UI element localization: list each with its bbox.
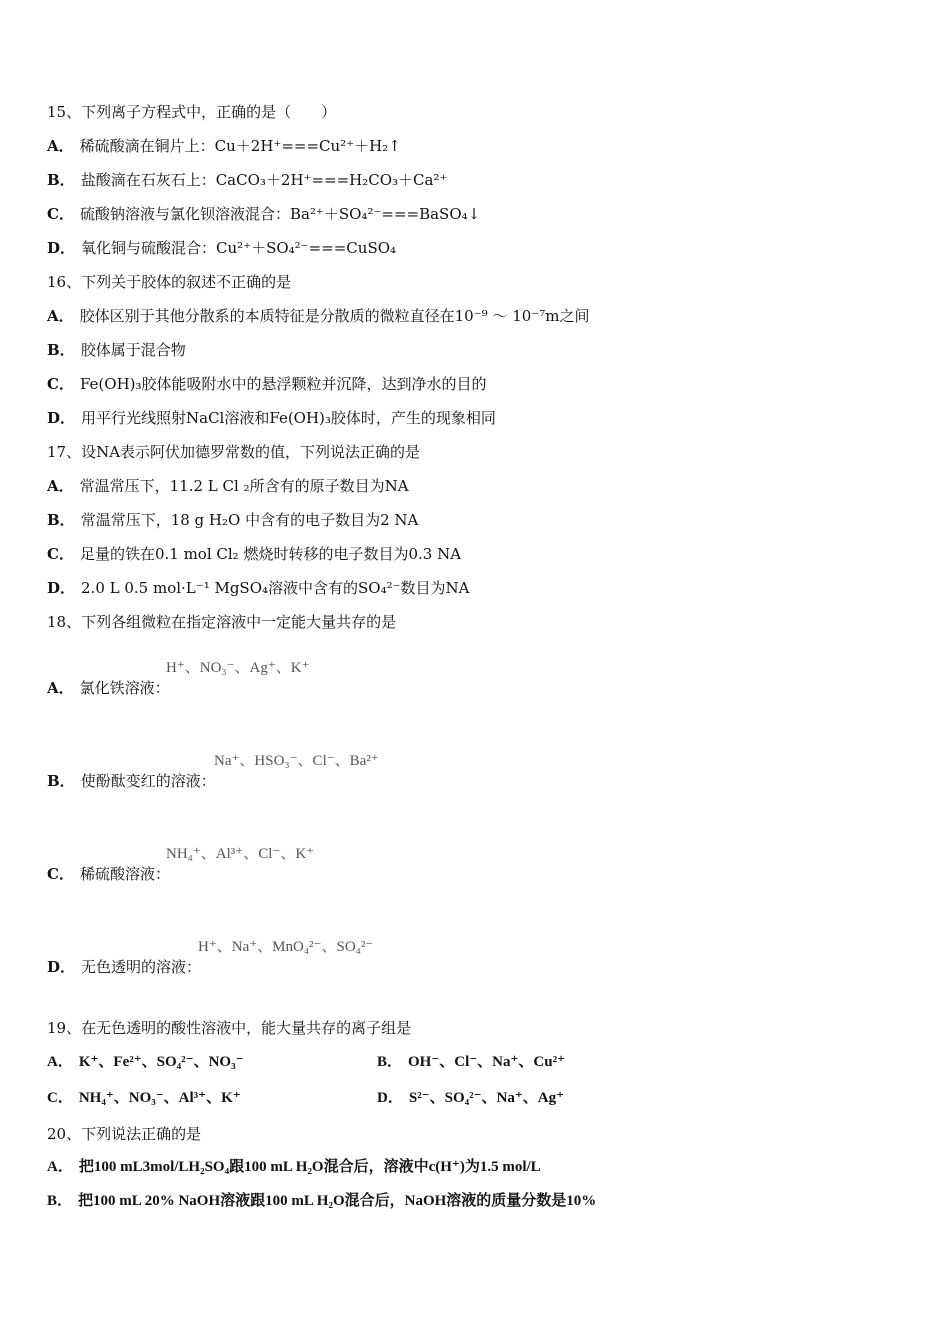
option-text: S²⁻、SO₄²⁻、Na⁺、Ag⁺ [408, 1090, 565, 1106]
q20-option-b [47, 1191, 596, 1211]
option-label: A． [47, 477, 74, 495]
q15-stem: 15、下列离子方程式中，正确的是（ ） [47, 103, 337, 121]
option-label: D． [47, 409, 76, 427]
q18-option-d [47, 957, 201, 977]
q17-stem: 17、设NA表示阿伏加德罗常数的值，下列说法正确的是 [47, 443, 421, 461]
option-label: A． [47, 1054, 73, 1070]
q15-option-a [47, 136, 401, 156]
option-text: 常温常压下，18 g H₂O 中含有的电子数目为2 NA [80, 511, 419, 529]
q19-option-b [377, 1052, 565, 1072]
option-label: C． [47, 1090, 73, 1106]
option-text: 把100 mL3mol/LH₂SO₄跟100 mL H₂O混合后，溶液中c(H⁺)为1.5 mol/L [78, 1159, 541, 1175]
q16-option-c [47, 374, 487, 394]
option-text: 使酚酞变红的溶液： [80, 772, 216, 790]
q15-option-d [47, 238, 396, 258]
option-label: C． [47, 205, 74, 223]
option-text: 稀硫酸滴在铜片上：Cu＋2H⁺===Cu²⁺＋H₂↑ [79, 137, 401, 155]
option-text: 硫酸钠溶液与氯化钡溶液混合：Ba²⁺＋SO₄²⁻===BaSO₄↓ [79, 205, 481, 223]
q16-stem: 16、下列关于胶体的叙述不正确的是 [47, 273, 292, 291]
q15-option-c [47, 204, 480, 224]
option-label: C． [47, 375, 74, 393]
q17-option-a [47, 476, 409, 496]
option-text: 无色透明的溶液： [81, 958, 202, 976]
q18-stem: 18、下列各组微粒在指定溶液中一定能大量共存的是 [47, 613, 397, 631]
option-label: A． [47, 137, 74, 155]
q18-c-ions-image: NH₄⁺、Al³⁺、Cl⁻、K⁺ [166, 846, 315, 862]
option-text: 氯化铁溶液： [79, 679, 170, 697]
option-text: 稀硫酸溶液： [79, 865, 170, 883]
q16-option-b [47, 340, 186, 360]
option-label: D． [47, 958, 76, 976]
option-label: A． [47, 307, 74, 325]
q18-b-ions-image: Na⁺、HSO₃⁻、Cl⁻、Ba²⁺ [214, 753, 379, 769]
option-label: D． [47, 239, 76, 257]
option-text: 2.0 L 0.5 mol·L⁻¹ MgSO₄溶液中含有的SO₄²⁻数目为NA [81, 579, 470, 597]
q17-option-d [47, 578, 470, 598]
option-text: 常温常压下，11.2 L Cl ₂所含有的原子数目为NA [79, 477, 409, 495]
q17-option-c [47, 544, 461, 564]
option-text: Fe(OH)₃胶体能吸附水中的悬浮颗粒并沉降，达到净水的目的 [79, 375, 487, 393]
option-text: 胶体属于混合物 [80, 341, 186, 359]
q16-option-a [47, 306, 589, 326]
option-label: B． [47, 772, 75, 790]
option-text: 足量的铁在0.1 mol Cl₂ 燃烧时转移的电子数目为0.3 NA [79, 545, 462, 563]
option-text: 胶体区别于其他分散系的本质特征是分散质的微粒直径在10⁻⁹ ～ 10⁻⁷m之间 [79, 307, 590, 325]
q19-option-d [377, 1088, 564, 1108]
option-label: D． [47, 579, 76, 597]
option-text: 氧化铜与硫酸混合：Cu²⁺＋SO₄²⁻===CuSO₄ [81, 239, 397, 257]
q20-option-a [47, 1157, 541, 1177]
option-label: C． [47, 865, 74, 883]
option-text: K⁺、Fe²⁺、SO₄²⁻、NO₃⁻ [78, 1054, 244, 1070]
option-label: B． [47, 171, 75, 189]
q20-stem: 20、下列说法正确的是 [47, 1125, 202, 1143]
q18-option-a [47, 678, 170, 698]
option-text: 把100 mL 20% NaOH溶液跟100 mL H₂O混合后，NaOH溶液的质量分数是10% [78, 1193, 597, 1209]
option-text: NH₄⁺、NO₃⁻、Al³⁺、K⁺ [78, 1090, 241, 1106]
q18-d-ions-image: H⁺、Na⁺、MnO₄²⁻、SO₄²⁻ [198, 939, 374, 955]
q19-option-c [47, 1088, 241, 1108]
option-label: B． [377, 1054, 403, 1070]
option-text: OH⁻、Cl⁻、Na⁺、Cu²⁺ [408, 1054, 566, 1070]
option-label: B． [47, 341, 75, 359]
q19-stem: 19、在无色透明的酸性溶液中，能大量共存的离子组是 [47, 1019, 412, 1037]
q19-option-a [47, 1052, 244, 1072]
option-label: B． [47, 511, 75, 529]
q15-option-b [47, 170, 447, 190]
q17-option-b [47, 510, 418, 530]
q18-option-b [47, 771, 216, 791]
option-label: A． [47, 679, 74, 697]
option-label: B． [47, 1193, 73, 1209]
option-text: 用平行光线照射NaCl溶液和Fe(OH)₃胶体时，产生的现象相同 [81, 409, 496, 427]
option-label: C． [47, 545, 74, 563]
q18-option-c [47, 864, 170, 884]
option-text: 盐酸滴在石灰石上：CaCO₃＋2H⁺===H₂CO₃＋Ca²⁺ [80, 171, 448, 189]
option-label: A． [47, 1159, 73, 1175]
option-label: D． [377, 1090, 403, 1106]
q16-option-d [47, 408, 496, 428]
q18-a-ions-image: H⁺、NO₃⁻、Ag⁺、K⁺ [166, 660, 310, 676]
